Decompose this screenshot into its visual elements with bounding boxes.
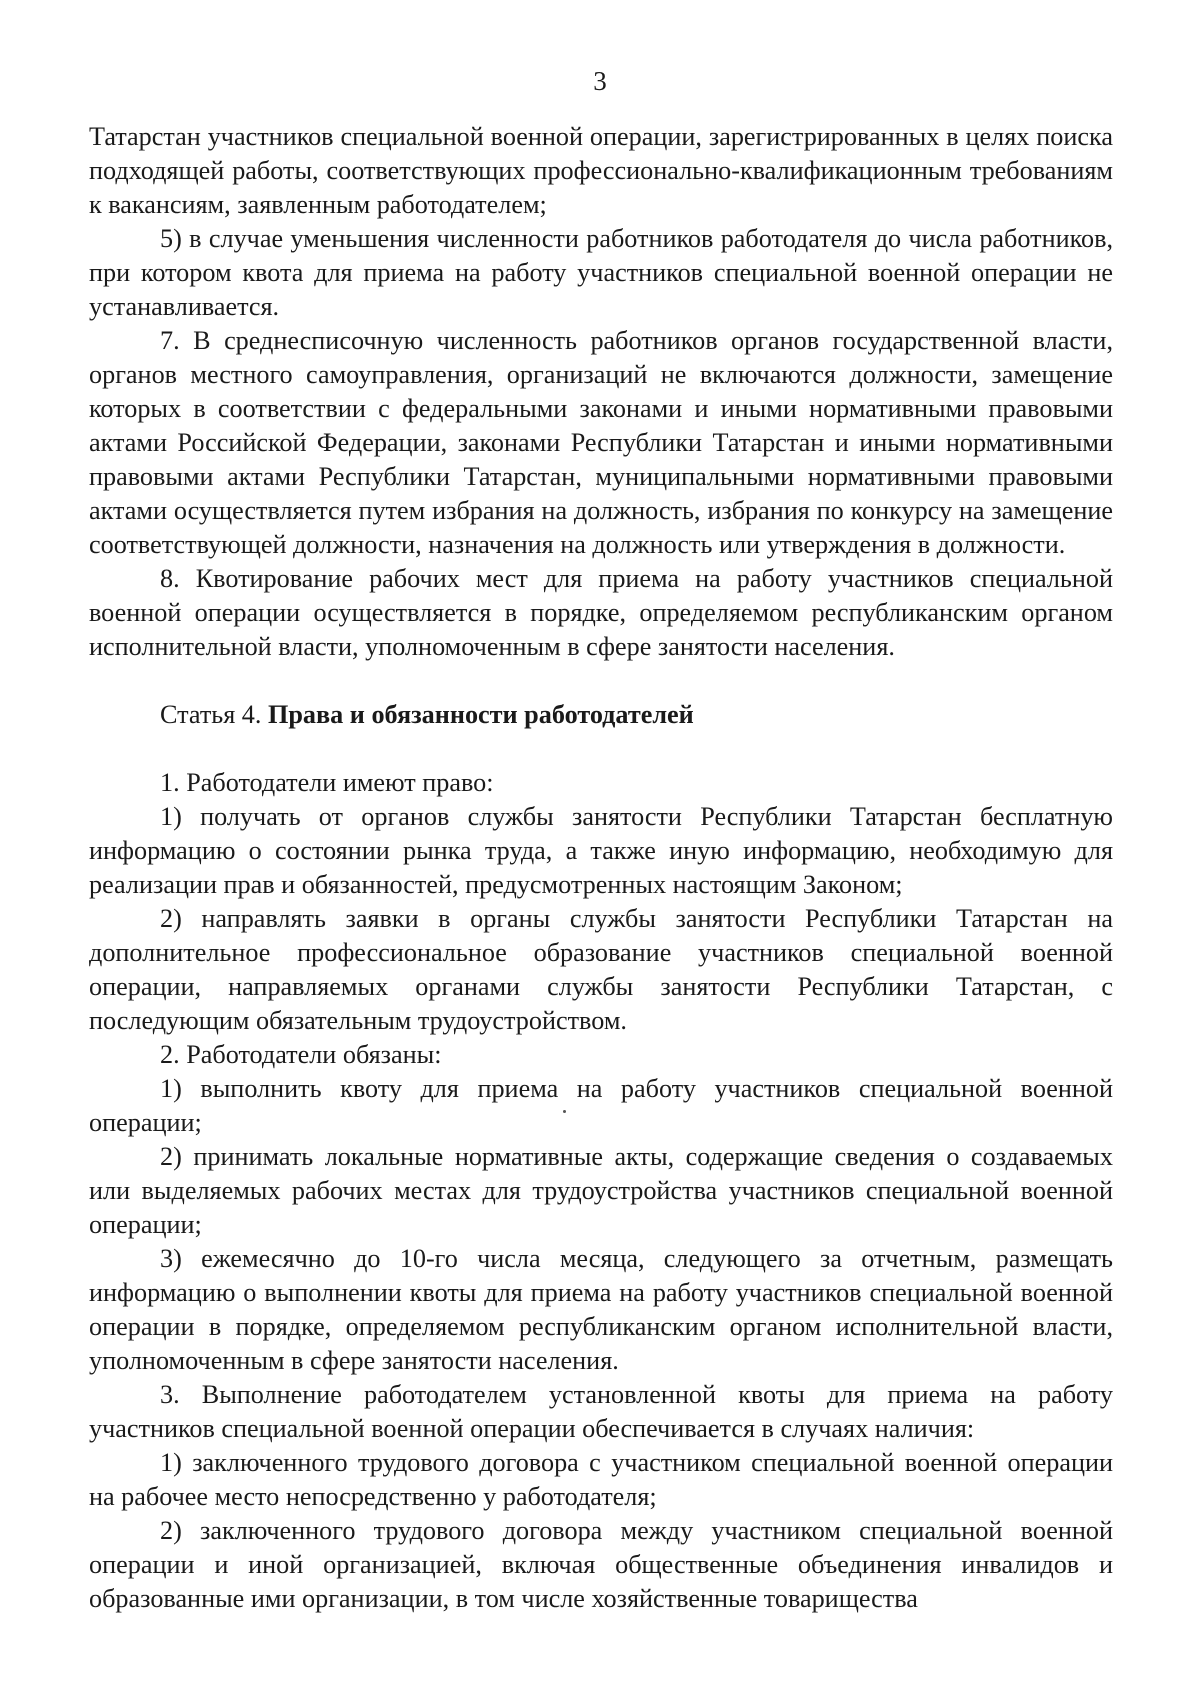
paragraph-duty-3: 3) ежемесячно до 10-го числа месяца, следующего за отчетным, размещать информацию о выполнении квоты для приема на работу участников специальной военной операции в порядке, определяемом республиканским органом исполнительной власти, уполномоченным в сфере занятости населения. [89,1244,1113,1375]
paragraph-duties-intro: 2. Работодатели обязаны: [160,1040,442,1069]
paragraph-quota-3: 3. Выполнение работодателем установленной квоты для приема на работу участников специальной военной операции обеспечивается в случаях наличия: [89,1380,1113,1443]
paragraph-8: 8. Квотирование рабочих мест для приема на работу участников специальной военной операции осуществляется в порядке, определяемом республиканским органом исполнительной власти, уполномоченным в сфере занятости населения. [89,564,1113,661]
paragraph-duty-2: 2) принимать локальные нормативные акты, содержащие сведения о создаваемых или выделяемых рабочих местах для трудоустройства участников специальной военной операции; [89,1142,1113,1239]
paragraph-rights-intro: 1. Работодатели имеют право: [160,768,494,797]
scan-speck [563,1110,566,1113]
paragraph-duty-1: 1) выполнить квоту для приема на работу участников специальной военной операции; [89,1074,1113,1137]
paragraph-quota-item-2: 2) заключенного трудового договора между участником специальной военной операции и иной организацией, включая общественные объединения инвалидов и образованные ими организации, в том числе хозяйственные товарищества [89,1516,1113,1613]
paragraph-7: 7. В среднесписочную численность работников органов государственной власти, органов местного самоуправления, организаций не включаются должности, замещение которых в соответствии с федеральными законами и иными нормативными правовыми актами Российской Федерации, законами Республики Татарстан и иными нормативными правовыми актами Республики Татарстан, муниципальными нормативными правовыми актами осуществляется путем избрания на должность, избрания по конкурсу на замещение соответствующей должности, назначения на должность или утверждения в должности. [89,326,1113,559]
paragraph-quota-item-1: 1) заключенного трудового договора с участником специальной военной операции на рабочее место непосредственно у работодателя; [89,1448,1113,1511]
paragraph-continuation: Татарстан участников специальной военной операции, зарегистрированных в целях поиска подходящей работы, соответствующих профессионально-квалификационным требованиям к вакансиям, заявленным работодателем; [89,122,1113,219]
article-heading [89,698,1113,732]
document-body [89,120,1113,1616]
page-number: 3 [593,66,607,96]
article-title: Права и обязанности работодателей [268,700,694,729]
paragraph-item-5: 5) в случае уменьшения численности работников работодателя до числа работников, при котором квота для приема на работу участников специальной военной операции не устанавливается. [89,224,1113,321]
article-prefix: Статья 4. [160,700,268,729]
paragraph-right-2: 2) направлять заявки в органы службы занятости Республики Татарстан на дополнительное профессиональное образование участников специальной военной операции, направляемых органами службы занятости Республики Татарстан, с последующим обязательным трудоустройством. [89,904,1113,1035]
paragraph-right-1: 1) получать от органов службы занятости Республики Татарстан бесплатную информацию о состоянии рынка труда, а также иную информацию, необходимую для реализации прав и обязанностей, предусмотренных настоящим Законом; [89,802,1113,899]
